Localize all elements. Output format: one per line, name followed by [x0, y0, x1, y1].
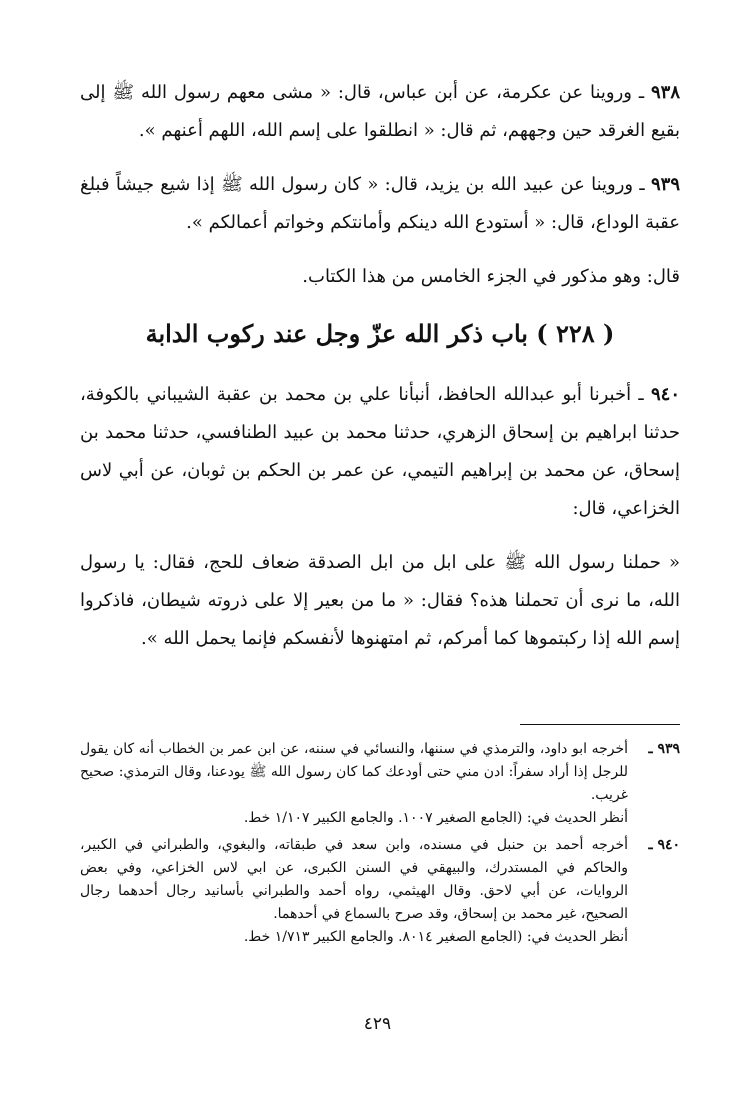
- footnote-940: [80, 834, 680, 949]
- paragraph-938: [80, 74, 680, 150]
- hadith-number: ٩٤٠: [650, 384, 680, 405]
- footnote-reference: أنظر الحديث في: (الجامع الصغير ٨٠١٤. والجامع الكبير ١/٧١٣ خط.: [243, 929, 628, 945]
- hadith-text: ـ وروينا عن عبيد الله بن يزيد، قال: « كان رسول الله ﷺ إذا شيع جيشاً فبلغ عقبة الوداع، قال: « أستودع الله دينكم وأمانتكم وخواتم أعمالكم ».: [80, 174, 680, 233]
- footnote-divider: [520, 724, 680, 725]
- footnote-body: [80, 834, 628, 949]
- hadith-text: ـ أخبرنا أبو عبدالله الحافظ، أنبأنا علي بن محمد بن عقبة الشيباني بالكوفة، حدثنا ابراهيم بن إسحاق الزهري، حدثنا محمد بن عبيد الطنافسي، حدثنا محمد بن إسحاق، عن محمد بن إبراهيم التيمي، عن عمر بن الحكم بن ثوبان، عن أبي لاس الخزاعي، قال:: [80, 384, 680, 519]
- hadith-quote: « حملنا رسول الله ﷺ على ابل من ابل الصدقة ضعاف للحج، فقال: يا رسول الله، ما نرى أن تحملنا هذه؟ فقال: « ما من بعير إلا على ذروته شيطان، فاذكروا إسم الله إذا ركبتموها كما أمركم، ثم امتهنوها لأنفسكم فإنما يحمل الله ».: [80, 552, 680, 649]
- page-number: ٤٢٩: [363, 1014, 392, 1034]
- main-text: [80, 74, 680, 674]
- footnote-body: [80, 738, 628, 830]
- footnote-reference: أنظر الحديث في: (الجامع الصغير ١٠٠٧. والجامع الكبير ١/١٠٧ خط.: [243, 810, 628, 826]
- hadith-text: ـ وروينا عن عكرمة، عن أبن عباس، قال: « مشى معهم رسول الله ﷺ إلى بقيع الغرقد حين وجههم، ثم قال: « انطلقوا على إسم الله، اللهم أعنهم ».: [80, 82, 680, 141]
- footnote-text: أخرجه ابو داود، والترمذي في سننها، والنسائي في سننه، عن ابن عمر بن الخطاب أنه كان يقول للرجل إذا أراد سفراً: ادن مني حتى أودعك كما كان رسول الله ﷺ يودعنا، وقال الترمذي: صحيح غريب.: [80, 741, 628, 803]
- paragraph-940: [80, 376, 680, 528]
- footnote-number: ٩٤٠ ـ: [648, 837, 680, 853]
- paragraph-939: [80, 166, 680, 242]
- hadith-number: ٩٣٨: [650, 82, 680, 103]
- footnote-number: ٩٣٩ ـ: [648, 741, 680, 757]
- footnote-939: [80, 738, 680, 830]
- hadith-number: ٩٣٩: [650, 174, 680, 195]
- footnotes: [80, 738, 680, 953]
- chapter-heading: ( ٢٢٨ ) باب ذكر الله عزّ وجل عند ركوب الدابة: [145, 319, 615, 348]
- editor-note: قال: وهو مذكور في الجزء الخامس من هذا الكتاب.: [302, 266, 680, 287]
- footnote-text: أخرجه أحمد بن حنبل في مسنده، وابن سعد في طبقاته، والبغوي، والطبراني في الكبير، والحاكم في المستدرك، والبيهقي في السنن الكبرى، عن ابي لاس الخزاعي، وفي بعض الروايات، عن أبي لاحق. وقال الهيثمي، رواه أحمد والطبراني بأسانيد رجال أحدهما رجال الصحيح، غير محمد بن إسحاق، وقد صرح بالسماع في أحدهما.: [80, 837, 628, 922]
